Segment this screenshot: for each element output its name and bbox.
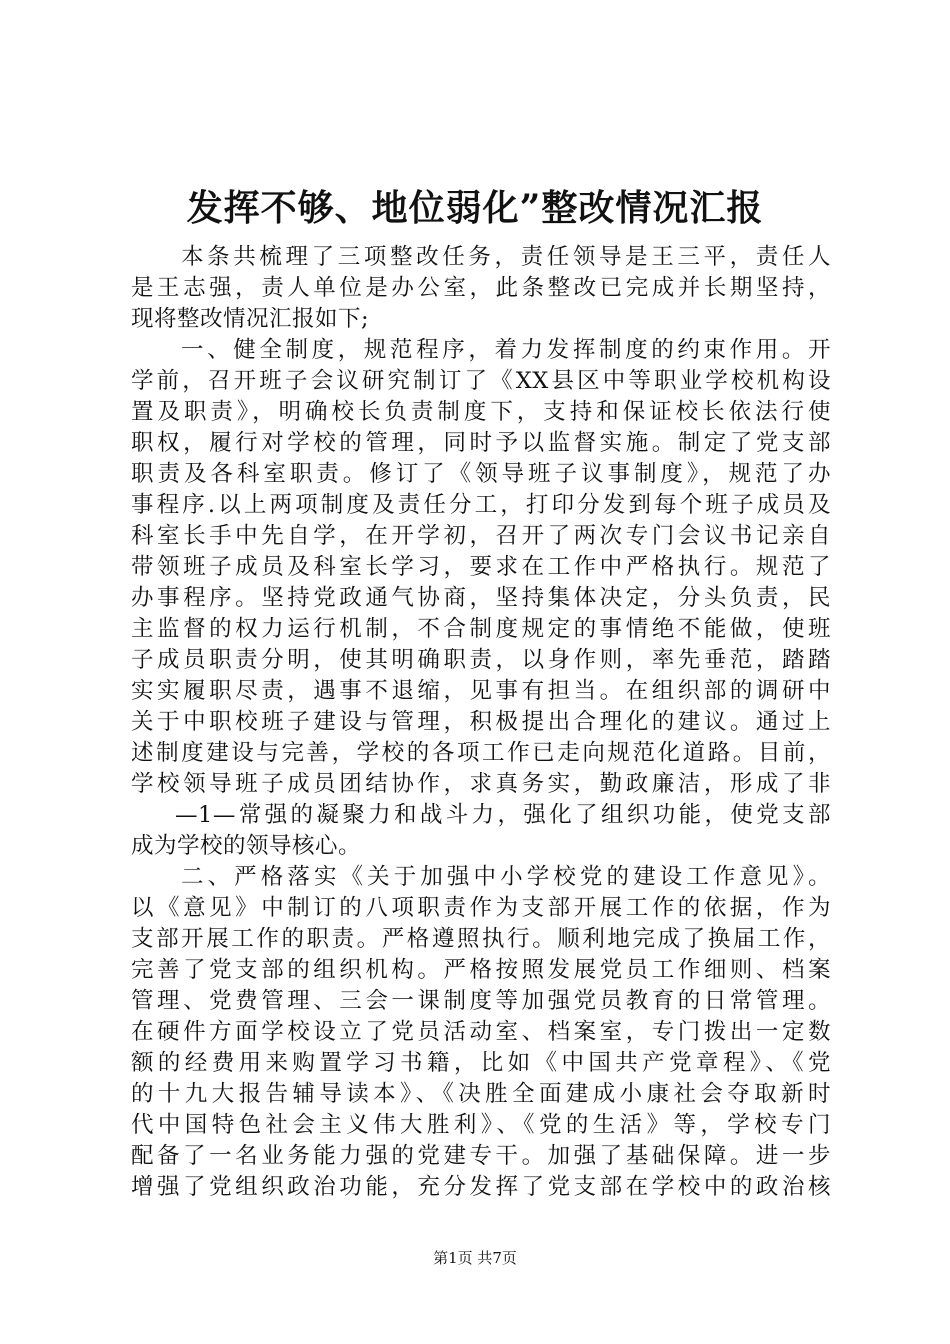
body-line: —1—常强的凝聚力和战斗力，强化了组织功能，使党支部 (175, 802, 831, 828)
body-line: 成为学校的领导核心。 (131, 833, 362, 859)
body-line: 增强了党组织政治功能，充分发挥了党支部在学校中的政治核 (131, 1174, 831, 1200)
body-line: 二、严格落实《关于加强中小学校党的建设工作意见》。 (181, 864, 831, 890)
document-body (131, 242, 831, 1203)
body-line: 配备了一名业务能力强的党建专干。加强了基础保障。进一步 (131, 1143, 831, 1169)
body-line: 子成员职责分明，使其明确职责，以身作则，率先垂范，踏踏 (131, 647, 831, 673)
body-line: 以《意见》中制订的八项职责作为支部开展工作的依据，作为 (131, 895, 831, 921)
body-line: 的十九大报告辅导读本》、《决胜全面建成小康社会夺取新时 (131, 1081, 831, 1107)
body-line: 实实履职尽责，遇事不退缩，见事有担当。在组织部的调研中 (131, 678, 831, 704)
body-line: 事程序.以上两项制度及责任分工，打印分发到每个班子成员及 (131, 492, 831, 518)
body-line: 在硬件方面学校设立了党员活动室、档案室，专门拨出一定数 (131, 1019, 831, 1045)
body-line: 主监督的权力运行机制，不合制度规定的事情绝不能做，使班 (131, 616, 831, 642)
body-line: 一、健全制度，规范程序，着力发挥制度的约束作用。开 (181, 337, 831, 363)
body-line: 支部开展工作的职责。严格遵照执行。顺利地完成了换届工作， (131, 926, 831, 952)
body-line: 职权，履行对学校的管理，同时予以监督实施。制定了党支部 (131, 430, 831, 456)
body-line: 学校领导班子成员团结协作，求真务实，勤政廉洁，形成了非 (131, 771, 831, 797)
body-line: 完善了党支部的组织机构。严格按照发展党员工作细则、档案 (131, 957, 831, 983)
body-line: 管理、党费管理、三会一课制度等加强党员教育的日常管理。 (131, 988, 831, 1014)
body-line: 额的经费用来购置学习书籍，比如《中国共产党章程》、《党 (131, 1050, 831, 1076)
body-line: 述制度建设与完善，学校的各项工作已走向规范化道路。目前， (131, 740, 831, 766)
body-line: 代中国特色社会主义伟大胜利》、《党的生活》等，学校专门 (131, 1112, 831, 1138)
body-line: 带领班子成员及科室长学习，要求在工作中严格执行。规范了 (131, 554, 831, 580)
body-line: 现将整改情况汇报如下; (131, 306, 370, 332)
page-number-footer: 第1页 共7页 (433, 1249, 517, 1267)
body-line: 职责及各科室职责。修订了《领导班子议事制度》，规范了办 (131, 461, 831, 487)
body-line: 本条共梳理了三项整改任务，责任领导是王三平，责任人 (181, 244, 831, 270)
body-line: 科室长手中先自学，在开学初，召开了两次专门会议书记亲自 (131, 523, 831, 549)
body-line: 学前，召开班子会议研究制订了《XX县区中等职业学校机构设 (131, 368, 831, 394)
body-line: 是王志强，责人单位是办公室，此条整改已完成并长期坚持， (131, 275, 831, 301)
body-line: 置及职责》，明确校长负责制度下，支持和保证校长依法行使 (131, 399, 831, 425)
body-line: 办事程序。坚持党政通气协商，坚持集体决定，分头负责，民 (131, 585, 831, 611)
document-title: 发挥不够、地位弱化”整改情况汇报 (186, 187, 764, 229)
body-line: 关于中职校班子建设与管理，积极提出合理化的建议。通过上 (131, 709, 831, 735)
